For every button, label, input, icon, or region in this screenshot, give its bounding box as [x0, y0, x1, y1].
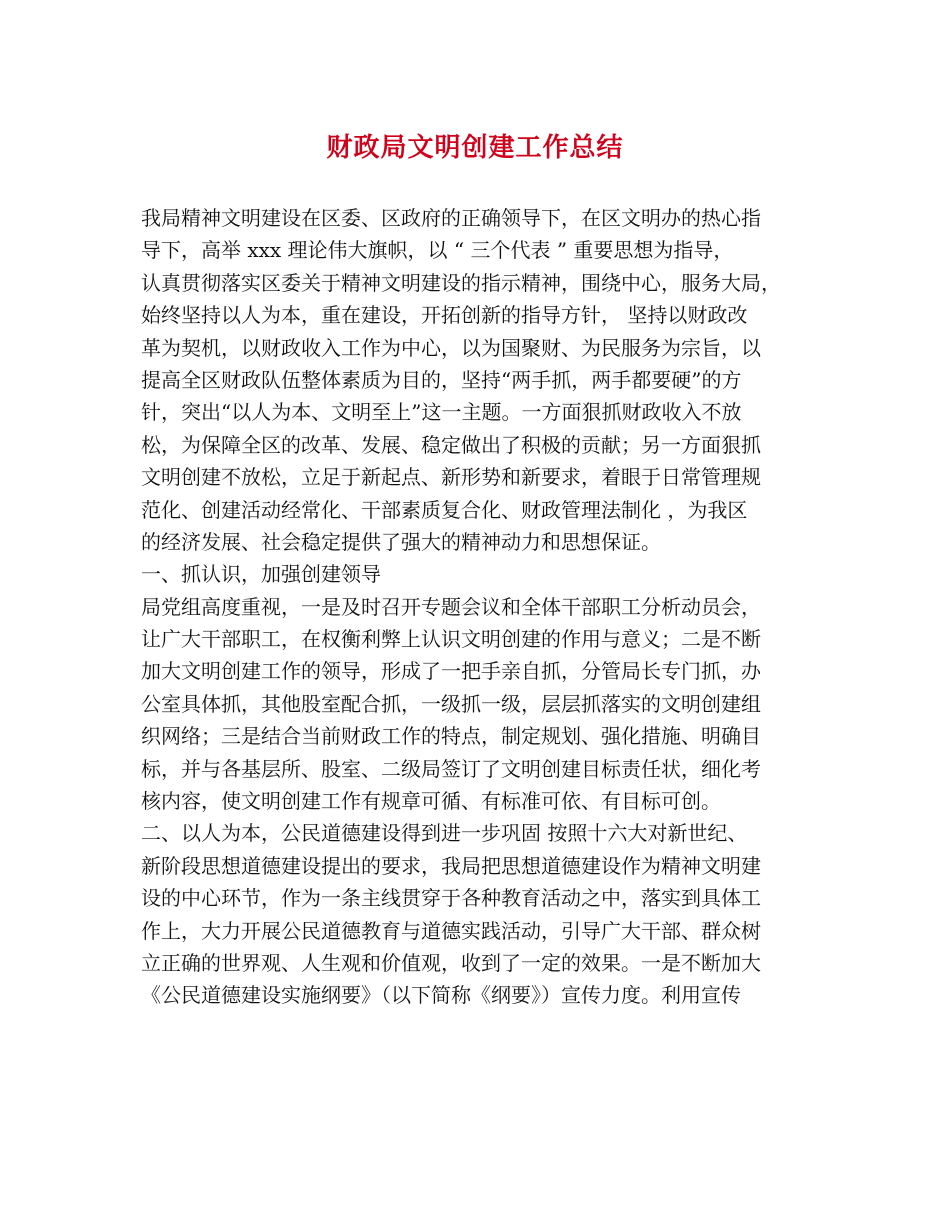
- text-line: 认真贯彻落实区委关于精神文明建设的指示精神，围绕中心，服务大局，: [141, 270, 781, 295]
- text-line: 松，为保障全区的改革、发展、稳定做出了积极的贡献；另一方面狠抓: [141, 432, 761, 457]
- text-line: 作上，大力开展公民道德教育与道德实践活动，引导广大干部、群众树: [141, 918, 761, 943]
- section-heading: 一、抓认识，加强创建领导: [141, 562, 381, 587]
- text-line: 范化、创建活动经常化、干部素质复合化、财政管理法制化 ，为我区: [141, 497, 748, 522]
- text-line: 标，并与各基层所、股室、二级局签订了文明创建目标责任状，细化考: [141, 756, 761, 781]
- text-line: 加大文明创建工作的领导，形成了一把手亲自抓，分管局长专门抓，办: [141, 659, 761, 684]
- text-line: 公室具体抓，其他股室配合抓，一级抓一级，层层抓落实的文明创建组: [141, 691, 761, 716]
- text-line: 我局精神文明建设在区委、区政府的正确领导下，在区文明办的热心指: [141, 206, 761, 230]
- text-line: 始终坚持以人为本，重在建设，开拓创新的指导方针， 坚持以财政改: [141, 303, 748, 328]
- document-title: 财政局文明创建工作总结: [326, 133, 624, 163]
- text-line: 设的中心环节，作为一条主线贯穿于各种教育活动之中，落实到具体工: [141, 886, 761, 911]
- text-line: 文明创建不放松，立足于新起点、新形势和新要求，着眼于日常管理规: [141, 465, 761, 490]
- text-line: 革为契机，以财政收入工作为中心，以为国聚财、为民服务为宗旨，以: [141, 335, 761, 360]
- section-heading: 二、以人为本，公民道德建设得到进一步巩固 按照十六大对新世纪、: [141, 821, 748, 846]
- text-line: 《公民道德建设实施纲要》（以下简称《纲要》）宣传力度。利用宣传: [141, 983, 741, 1008]
- document-body: [141, 202, 831, 1012]
- text-line: 局党组高度重视，一是及时召开专题会议和全体干部职工分析动员会，: [141, 594, 761, 619]
- text-line: 新阶段思想道德建设提出的要求，我局把思想道德建设作为精神文明建: [141, 853, 761, 878]
- text-line: 织网络；三是结合当前财政工作的特点，制定规划、强化措施、明确目: [141, 724, 761, 749]
- text-line: 针，突出“以人为本、文明至上”这一主题。一方面狠抓财政收入不放: [141, 400, 742, 425]
- text-line: 导下，高举 xxx 理论伟大旗帜，以 “ 三个代表 ” 重要思想为指导，: [141, 238, 734, 263]
- text-line: 立正确的世界观、人生观和价值观，收到了一定的效果。一是不断加大: [141, 950, 761, 975]
- text-line: 提高全区财政队伍整体素质为目的，坚持“两手抓，两手都要硬”的方: [141, 367, 742, 392]
- text-line: 的经济发展、社会稳定提供了强大的精神动力和思想保证。: [141, 529, 661, 554]
- text-line: 核内容，使文明创建工作有规章可循、有标准可依、有目标可创。: [141, 789, 721, 814]
- text-line: 让广大干部职工，在权衡利弊上认识文明创建的作用与意义；二是不断: [141, 627, 761, 652]
